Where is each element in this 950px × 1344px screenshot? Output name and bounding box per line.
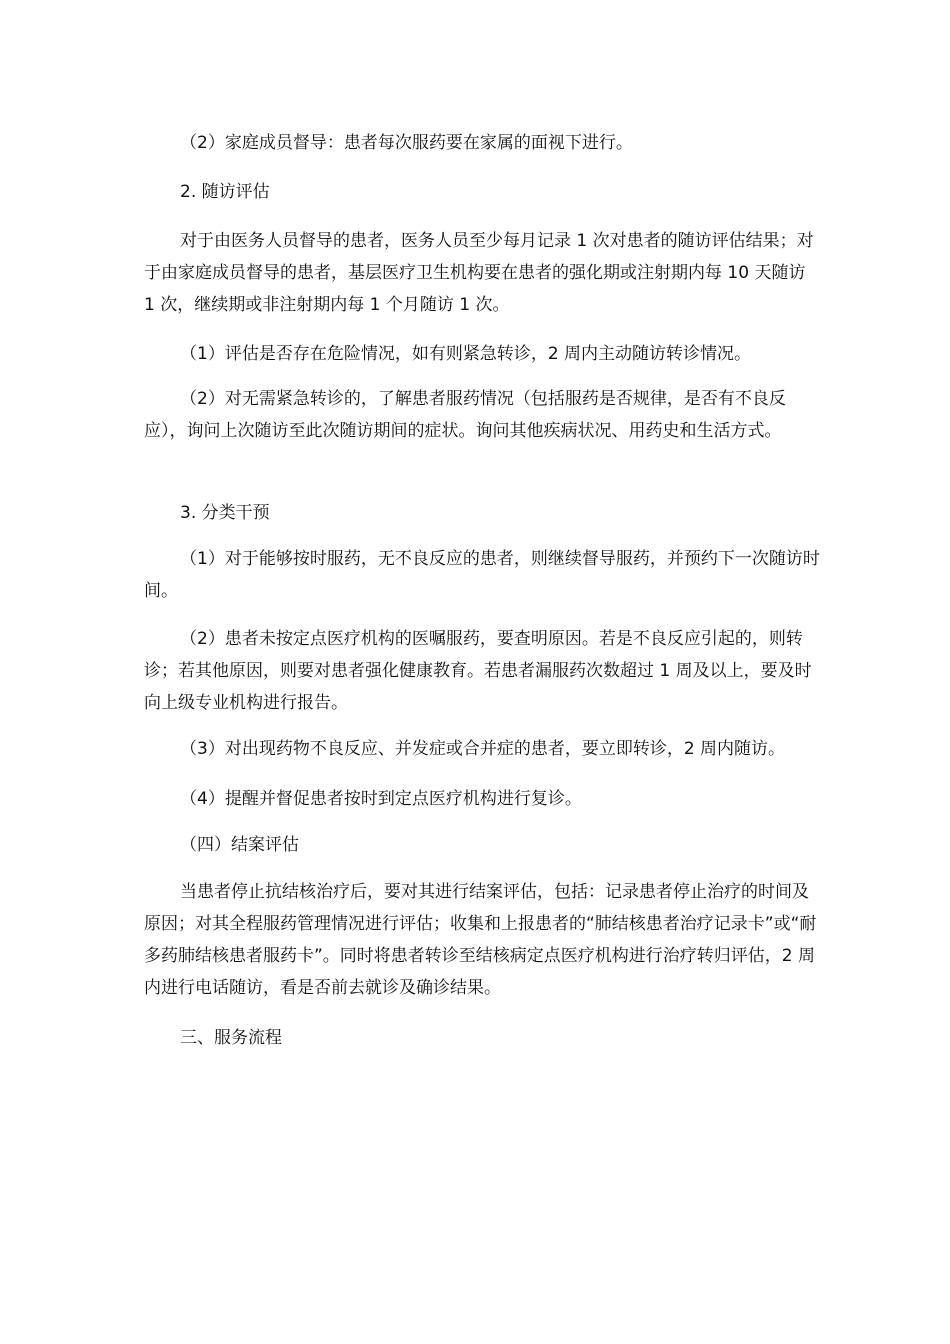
heading-service-process: 三、服务流程 xyxy=(180,1028,282,1048)
paragraph-case-closure-assessment: 当患者停止抗结核治疗后，要对其进行结案评估，包括：记录患者停止治疗的时间及原因；对其全程服药管理情况进行评估；收集和上报患者的“肺结核患者治疗记录卡”或“耐多药肺结核患者服药卡”。同时将患者转诊至结核病定点医疗机构进行治疗转归评估，2 周内进行电话随访，看是否前去就诊及确诊结果。 xyxy=(144,882,817,998)
paragraph-medication-inquiry: （2）对无需紧急转诊的，了解患者服药情况（包括服药是否规律，是否有不良反应），询问上次随访至此次随访期间的症状。询问其他疾病状况、用药史和生活方式。 xyxy=(144,389,786,441)
paragraph-on-time-medication: （1）对于能够按时服药，无不良反应的患者，则继续督导服药，并预约下一次随访时间。 xyxy=(144,549,820,601)
heading-follow-up-assessment: 2. 随访评估 xyxy=(180,182,270,202)
heading-classified-intervention: 3. 分类干预 xyxy=(180,503,270,523)
paragraph-family-supervision: （2）家庭成员督导：患者每次服药要在家属的面视下进行。 xyxy=(180,133,633,153)
paragraph-follow-up-frequency: 对于由医务人员督导的患者，医务人员至少每月记录 1 次对患者的随访评估结果；对于由家庭成员督导的患者，基层医疗卫生机构要在患者的强化期或注射期内每 10 天随访 1 次，继续期或非注射期内每 1 个月随访 1 次。 xyxy=(144,231,814,315)
paragraph-danger-assessment: （1）评估是否存在危险情况，如有则紧急转诊，2 周内主动随访转诊情况。 xyxy=(180,344,752,364)
heading-case-closure: （四）结案评估 xyxy=(180,835,299,855)
paragraph-adverse-reactions: （3）对出现药物不良反应、并发症或合并症的患者，要立即转诊，2 周内随访。 xyxy=(180,739,786,759)
paragraph-non-compliance: （2）患者未按定点医疗机构的医嘱服药，要查明原因。若是不良反应引起的，则转诊；若其他原因，则要对患者强化健康教育。若患者漏服药次数超过 1 周及以上，要及时向上级专业机构进行报告。 xyxy=(144,629,812,713)
paragraph-follow-up-reminder: （4）提醒并督促患者按时到定点医疗机构进行复诊。 xyxy=(180,789,582,809)
